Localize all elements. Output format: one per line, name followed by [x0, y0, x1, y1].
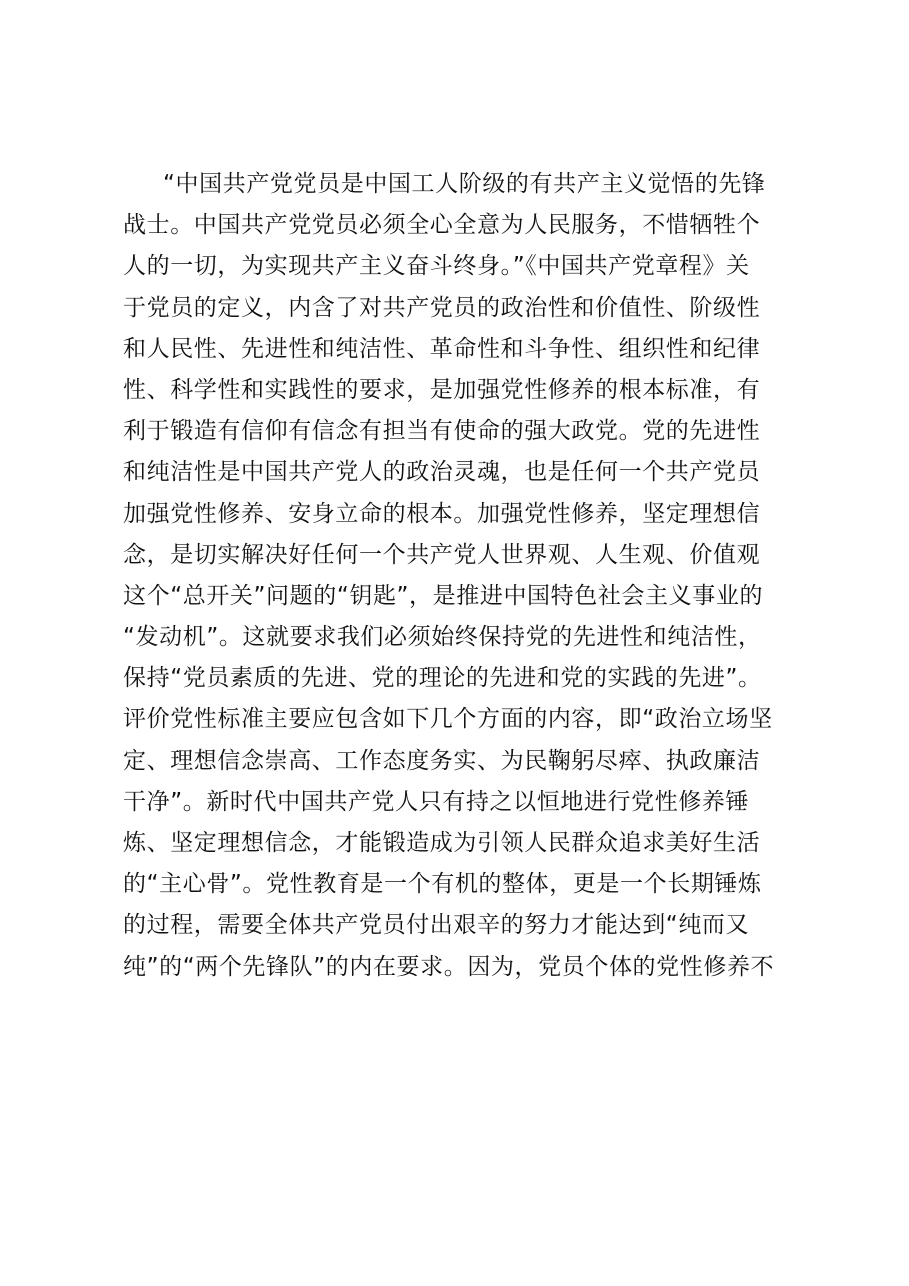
paragraph-line: 念，是切实解决好任何一个共产党人世界观、人生观、价值观 — [123, 541, 761, 568]
paragraph-line: 人的一切，为实现共产主义奋斗终身。”《中国共产党章程》关 — [123, 253, 750, 280]
paragraph-line: 干净”。新时代中国共产党人只有持之以恒地进行党性修养锤 — [123, 788, 750, 815]
paragraph-line: 的“主心骨”。党性教育是一个有机的整体，更是一个长期锤炼 — [123, 871, 762, 898]
body-paragraph — [123, 164, 803, 988]
paragraph-line: 炼、坚定理想信念，才能锻造成为引领人民群众追求美好生活 — [123, 830, 761, 856]
paragraph-line: 加强党性修养、安身立命的根本。加强党性修养，坚定理想信 — [123, 500, 761, 527]
paragraph-line: 利于锻造有信仰有信念有担当有使命的强大政党。党的先进性 — [123, 418, 761, 445]
paragraph-line: 这个“总开关”问题的“钥匙”，是推进中国特色社会主义事业的 — [123, 582, 764, 609]
paragraph-line: “中国共产党党员是中国工人阶级的有共产主义觉悟的先锋 — [163, 171, 766, 197]
paragraph-line: “发动机”。这就要求我们必须始终保持党的先进性和纯洁性， — [123, 624, 762, 651]
paragraph-line: 和人民性、先进性和纯洁性、革命性和斗争性、组织性和纪律 — [123, 335, 761, 362]
paragraph-line: 于党员的定义，内含了对共产党员的政治性和价值性、阶级性 — [123, 294, 761, 321]
paragraph-line: 保持“党员素质的先进、党的理论的先进和党的实践的先进”。 — [123, 665, 762, 692]
paragraph-line: 纯”的“两个先锋队”的内在要求。因为，党员个体的党性修养不 — [123, 953, 775, 980]
paragraph-line: 战士。中国共产党党员必须全心全意为人民服务，不惜牺牲个 — [123, 212, 761, 239]
paragraph-line: 和纯洁性是中国共产党人的政治灵魂，也是任何一个共产党员 — [123, 459, 761, 486]
paragraph-line: 的过程，需要全体共产党员付出艰辛的努力才能达到“纯而又 — [123, 912, 750, 939]
paragraph-line: 评价党性标准主要应包含如下几个方面的内容，即“政治立场坚 — [123, 706, 773, 733]
paragraph-line: 性、科学性和实践性的要求，是加强党性修养的根本标准，有 — [123, 376, 761, 403]
paragraph-line: 定、理想信念崇高、工作态度务实、为民鞠躬尽瘁、执政廉洁 — [123, 747, 761, 774]
